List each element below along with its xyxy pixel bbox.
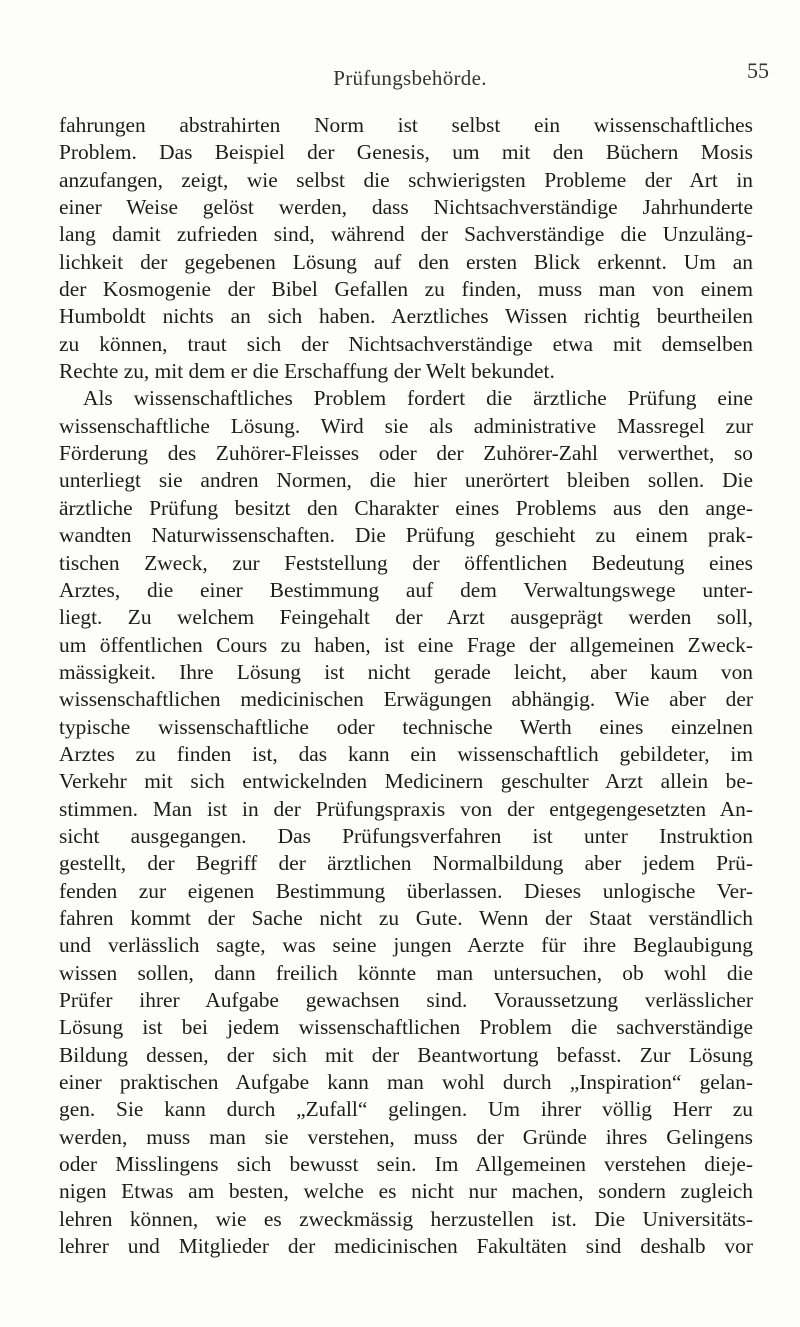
text-line: lang damit zufrieden sind, während der Sachverständige die Unzuläng- bbox=[59, 222, 753, 247]
text-line: Prüfer ihrer Aufgabe gewachsen sind. Voraussetzung verlässlicher bbox=[59, 988, 753, 1012]
text-line: sicht ausgegangen. Das Prüfungsverfahren ist unter Instruktion bbox=[59, 823, 753, 848]
text-line: fahren kommt der Sache nicht zu Gute. Wenn der Staat verständlich bbox=[59, 905, 753, 930]
text-line: Rechte zu, mit dem er die Erschaffung der Welt bekundet. bbox=[59, 359, 555, 384]
text-line: oder Misslingens sich bewusst sein. Im Allgemeinen verstehen dieje- bbox=[59, 1152, 753, 1177]
text-line: nigen Etwas am besten, welche es nicht nur machen, sondern zugleich bbox=[59, 1179, 753, 1204]
text-line: Problem. Das Beispiel der Genesis, um mit den Büchern Mosis bbox=[59, 140, 753, 165]
running-title: Prüfungsbehörde. bbox=[333, 66, 487, 90]
text-line: tischen Zweck, zur Feststellung der öffentlichen Bedeutung eines bbox=[59, 550, 753, 575]
text-line: Arztes zu finden ist, das kann ein wissenschaftlich gebildeter, im bbox=[59, 741, 753, 766]
text-line: Lösung ist bei jedem wissenschaftlichen Problem die sachverständige bbox=[59, 1015, 753, 1040]
text-line: um öffentlichen Cours zu haben, ist eine Frage der allgemeinen Zweck- bbox=[59, 632, 753, 657]
text-line: wissenschaftlichen medicinischen Erwägungen abhängig. Wie aber der bbox=[59, 687, 753, 712]
text-line: anzufangen, zeigt, wie selbst die schwierigsten Probleme der Art in bbox=[59, 167, 753, 192]
text-line: zu können, traut sich der Nichtsachverständige etwa mit demselben bbox=[59, 331, 753, 356]
text-line: Bildung dessen, der sich mit der Beantwortung befasst. Zur Lösung bbox=[59, 1042, 753, 1067]
text-line: wissen sollen, dann freilich könnte man untersuchen, ob wohl die bbox=[59, 960, 753, 985]
text-line: Arztes, die einer Bestimmung auf dem Verwaltungswege unter- bbox=[59, 577, 753, 602]
text-line: gestellt, der Begriff der ärztlichen Normalbildung aber jedem Prü- bbox=[59, 851, 753, 876]
text-line: wissenschaftliche Lösung. Wird sie als administrative Massregel zur bbox=[59, 413, 753, 438]
text-line: liegt. Zu welchem Feingehalt der Arzt ausgeprägt werden soll, bbox=[59, 605, 753, 630]
text-line: Förderung des Zuhörer-Fleisses oder der Zuhörer-Zahl verwerthet, so bbox=[59, 441, 753, 466]
page-number: 55 bbox=[747, 58, 769, 83]
text-line: fahrungen abstrahirten Norm ist selbst ein wissenschaftliches bbox=[59, 113, 753, 137]
text-line: und verlässlich sagte, was seine jungen Aerzte für ihre Beglaubigung bbox=[59, 933, 753, 958]
text-line: lehrer und Mitglieder der medicinischen Fakultäten sind deshalb vor bbox=[59, 1234, 753, 1259]
text-line: lichkeit der gegebenen Lösung auf den ersten Blick erkennt. Um an bbox=[59, 249, 753, 274]
text-line: Humboldt nichts an sich haben. Aerztliches Wissen richtig beurtheilen bbox=[59, 304, 753, 329]
text-line: stimmen. Man ist in der Prüfungspraxis von der entgegengesetzten An- bbox=[59, 796, 753, 821]
text-line: mässigkeit. Ihre Lösung ist nicht gerade leicht, aber kaum von bbox=[59, 659, 753, 684]
text-line: werden, muss man sie verstehen, muss der Gründe ihres Gelingens bbox=[59, 1124, 753, 1149]
text-line: Verkehr mit sich entwickelnden Medicinern geschulter Arzt allein be- bbox=[59, 769, 753, 794]
body-text bbox=[59, 112, 753, 1260]
text-line: ärztliche Prüfung besitzt den Charakter eines Problems aus den ange- bbox=[59, 495, 753, 520]
paragraph-start-line: Als wissenschaftliches Problem fordert die ärztliche Prüfung eine bbox=[83, 386, 753, 411]
text-line: typische wissenschaftliche oder technische Werth eines einzelnen bbox=[59, 714, 753, 739]
text-line: der Kosmogenie der Bibel Gefallen zu finden, muss man von einem bbox=[59, 277, 753, 302]
text-line: lehren können, wie es zweckmässig herzustellen ist. Die Universitäts- bbox=[59, 1206, 753, 1231]
text-line: wandten Naturwissenschaften. Die Prüfung geschieht zu einem prak- bbox=[59, 523, 753, 548]
text-line: gen. Sie kann durch „Zufall“ gelingen. Um ihrer völlig Herr zu bbox=[59, 1097, 753, 1122]
running-head bbox=[0, 58, 800, 96]
text-line: unterliegt sie andren Normen, die hier unerörtert bleiben sollen. Die bbox=[59, 468, 753, 493]
text-line: einer praktischen Aufgabe kann man wohl durch „Inspiration“ gelan- bbox=[59, 1070, 753, 1095]
text-line: einer Weise gelöst werden, dass Nichtsachverständige Jahrhunderte bbox=[59, 195, 753, 220]
text-line: fenden zur eigenen Bestimmung überlassen. Dieses unlogische Ver- bbox=[59, 878, 753, 903]
